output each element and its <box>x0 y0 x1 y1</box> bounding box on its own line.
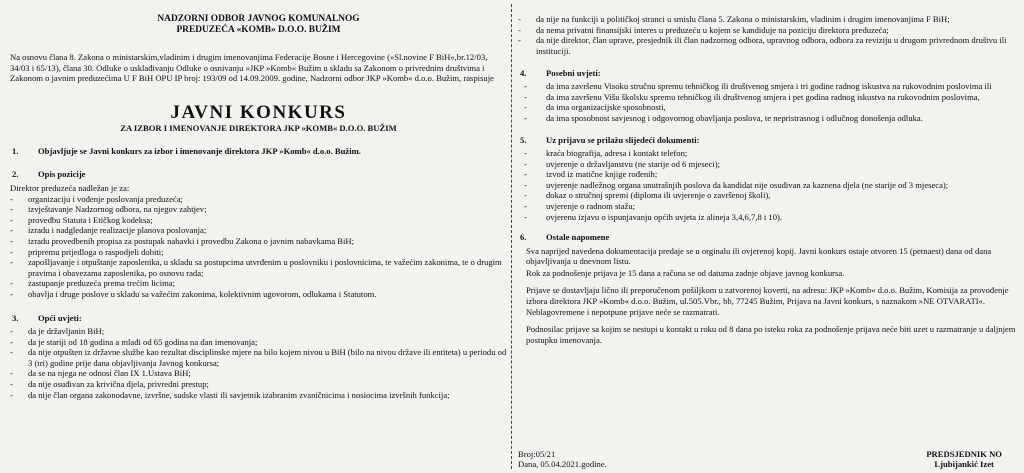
section-1: 1. Objavljuje se Javni konkurs za izbor i imenovanje direktora JKP »Komb« d.o.o. Bužim. <box>12 145 361 156</box>
section-2-lead: Direktor preduzeća nadležan je za: <box>10 182 130 193</box>
section-3-list <box>10 326 507 400</box>
section-5-list <box>518 148 1018 222</box>
notes-paragraph-5: Podnosilac prijave sa kojim se nestupi u kontakt u roku od 8 dana po isteku roka za podnošenje prijava neće biti uzet u razmatranje u daljnjem postupku imenovanja. <box>526 324 1016 345</box>
notes-paragraph-3: Prijave se dostavljaju lično ili preporučenom pošiljkom u zatvorenoj koverti, na adresu: JKP »Komb« d.o.o. Bužim, Komisija za provođenje izbora direktora JKP »Komb« d.o.o. Bužim, ul.505.Vbr., bb, 77245 Bužim, Prijava na Javni konkurs, s naznakom »NE OTVARATI«. <box>526 285 1009 307</box>
section-6-heading: 6. Ostale napomene <box>520 232 610 243</box>
notes-paragraph-1: Sva naprijed navedena dokumentacija predaje se u orginalu ili ovjerenoj kopij. Javni konkurs ostaje otvoren 15 (petnaest) dana od dana objavljivanja u dnevnom listu. <box>526 245 992 267</box>
left-column <box>10 0 507 473</box>
list-item: - zastupanje preduzeća prema trećim licima; <box>10 278 175 289</box>
notes-paragraph-2: Rok za podnošenje prijava je 15 dana a računa se od datuma zadnje objave javnog konkursa. <box>526 267 845 278</box>
general-conditions-continued <box>518 14 1018 56</box>
list-item: - da ima sposobnost savjesnog i odgovornog obavljanja poslova, te nepristrasnog i odlučnog donošenja odluka. <box>524 112 923 123</box>
list-item: - uvjerenje nadležnog organa unutrašnjih poslova da kandidat nije osuđivan za kaznena djela (ne starije od 3 mjeseca); <box>524 179 949 190</box>
list-item: - izradu provedbenih propisa za postupak nabavki i provedbu Zakona o javnim nabavkama BiH; <box>10 235 354 246</box>
list-item: - da nije direktor, član uprave, presjednik ili član nadzornog odbora, upravnog odbora, odbora za reviziju u drugom privrednom društvu ili instituciji. <box>518 35 1007 56</box>
list-item: - da je državljanin BiH; <box>10 326 105 337</box>
list-item: - organizaciju i vođenje poslovanja preduzeća; <box>10 193 183 204</box>
notes-paragraph-4: Neblagovremene i nepotpune prijave neće se razmatrati. <box>526 306 720 317</box>
reference-block <box>518 449 607 470</box>
section-2-list <box>10 194 507 300</box>
list-item: - izvod iz matične knjige rođenih; <box>524 169 658 180</box>
intro-paragraph: Na osnovu člana 8. Zakona o ministarskim,vladinim i drugim imenovanjima Federacije Bosne i Hercegovine (»Sl.novine F BiH«,br.12/03, 34/03 i 65/13), člana 30. Odluke o usklađivanju Odluke o osnivanju »JKP »Komb« Bužim u skladu sa Zakonom o privrednim društvima i Zakonom o javnim preduzećima U F BiH OPU IP broj: 193/09 od 14.09.2009. godine, Nadzorni odbor JKP »Komb« d.o.o. Bužim, raspisuje <box>10 52 494 84</box>
list-item: - kraća biografija, adresa i kontakt telefon; <box>524 147 688 158</box>
section-4-list <box>518 81 1018 123</box>
list-item: - da ima završenu Višu školsku spremu tehničkog ili društvenog smjera i pet godina radnog iskustva na rukovodnim poslovima, <box>524 91 980 102</box>
list-item: - pripremu prijedloga o raspodjeli dobiti; <box>10 246 164 257</box>
list-item: - ovjerenu izjavu o ispunjavanju općih uvjeta iz alineja 3,4,6,7,8 i 10). <box>524 211 783 222</box>
signatory-title: PREDSJEDNIK NO <box>926 448 1002 459</box>
issuer-line-2: PREDUZEĆA «KOMB» D.O.O. BUŽIM <box>176 25 341 35</box>
list-item: - zapošljavanje i otpuštanje zaposlenika, u skladu sa postupcima utvrđenim u poslovniku i poslovnicima, te važećim zakonima, te o drugim pravima i obavezama zaposlenika, po osnovu rada; <box>10 257 502 278</box>
section-5-heading: 5. Uz prijavu se prilažu slijedeći dokumenti: <box>520 135 700 146</box>
list-item: - da nije otpušten iz državne službe kao rezultat disciplinske mjere na bilo kojem nivou u BiH (bilo na nivou države ili entiteta) u periodu od 3 (tri) godine prije dana objavljivanja Javnog konkursa; <box>10 347 507 368</box>
list-item: - uvjerenje o radnom stažu; <box>524 200 636 211</box>
list-item: - da ima završenu Visoku stručnu spremu tehničkog ili društvenog smjera i tri godine radnog iskustva na rukovodnim poslovima ili <box>524 80 992 91</box>
issuer-header <box>10 14 507 36</box>
section-3-heading: 3. Opći uvjeti: <box>12 312 82 323</box>
list-item: - obavlja i druge poslove u skladu sa važećim zakonima, kolektivnim ugovorom, odlukama i Statutom. <box>10 288 377 299</box>
list-item: - uvjerenje o državljanstvu (ne starije od 6 mjeseci); <box>524 158 720 169</box>
list-item: - da se na njega ne odnosi član IX 1.Ustava BiH; <box>10 368 191 379</box>
section-2-heading: 2. Opis pozicije <box>12 169 86 180</box>
right-column <box>518 0 1018 473</box>
list-item: - izradu i nadgledanje realizacije planova poslovanja; <box>10 225 207 236</box>
issue-date: Dana, 05.04.2021.godine. <box>518 459 607 470</box>
issuer-line-1: NADZORNI ODBOR JAVNOG KOMUNALNOG <box>157 14 360 24</box>
list-item: - da nije na funkciji u političkoj stranci u smislu člana 5. Zakona o ministarskim, vladinim i drugim imenovanjima F BiH; <box>518 14 950 24</box>
list-item: - izvještavanje Nadzornog odbora, na njegov zahtjev; <box>10 204 207 215</box>
notice-title: JAVNI KONKURS <box>170 101 347 123</box>
list-item: - da je stariji od 18 godina a mlađi od 65 godina na dan imenovanja; <box>10 336 258 347</box>
signatory-name: Ljubijankić Izet <box>934 459 994 470</box>
list-item: - dokaz o stručnoj spremi (diploma ili uvjerenje o završenoj školi), <box>524 190 771 201</box>
list-item: - da nema privatni finansijski interes u preduzeću u kojem se kandiduje na poziciju direktora preduzeća; <box>518 24 889 35</box>
section-4-heading: 4. Posebni uvjeti: <box>520 68 601 79</box>
list-item: - da nije osuđivan za krivična djela, privredni prestup; <box>10 379 209 390</box>
signature-block <box>926 449 1002 470</box>
list-item: - provedbu Statuta i Etičkog kodeksa; <box>10 214 153 225</box>
notice-subtitle: ZA IZBOR I IMENOVANJE DIREKTORA JKP »KOMB« D.O.O. BUŽIM <box>120 122 397 133</box>
list-item: - da ima organizacijske sposobnosti, <box>524 102 666 113</box>
reference-number: Broj:05/21 <box>518 448 556 459</box>
column-divider <box>511 4 512 469</box>
list-item: - da nije član organa zakonodavne, izvršne, sudske vlasti ili savjetnik izabranim zvaničnicima i nosiocima izvršnih funkcija; <box>10 389 450 400</box>
